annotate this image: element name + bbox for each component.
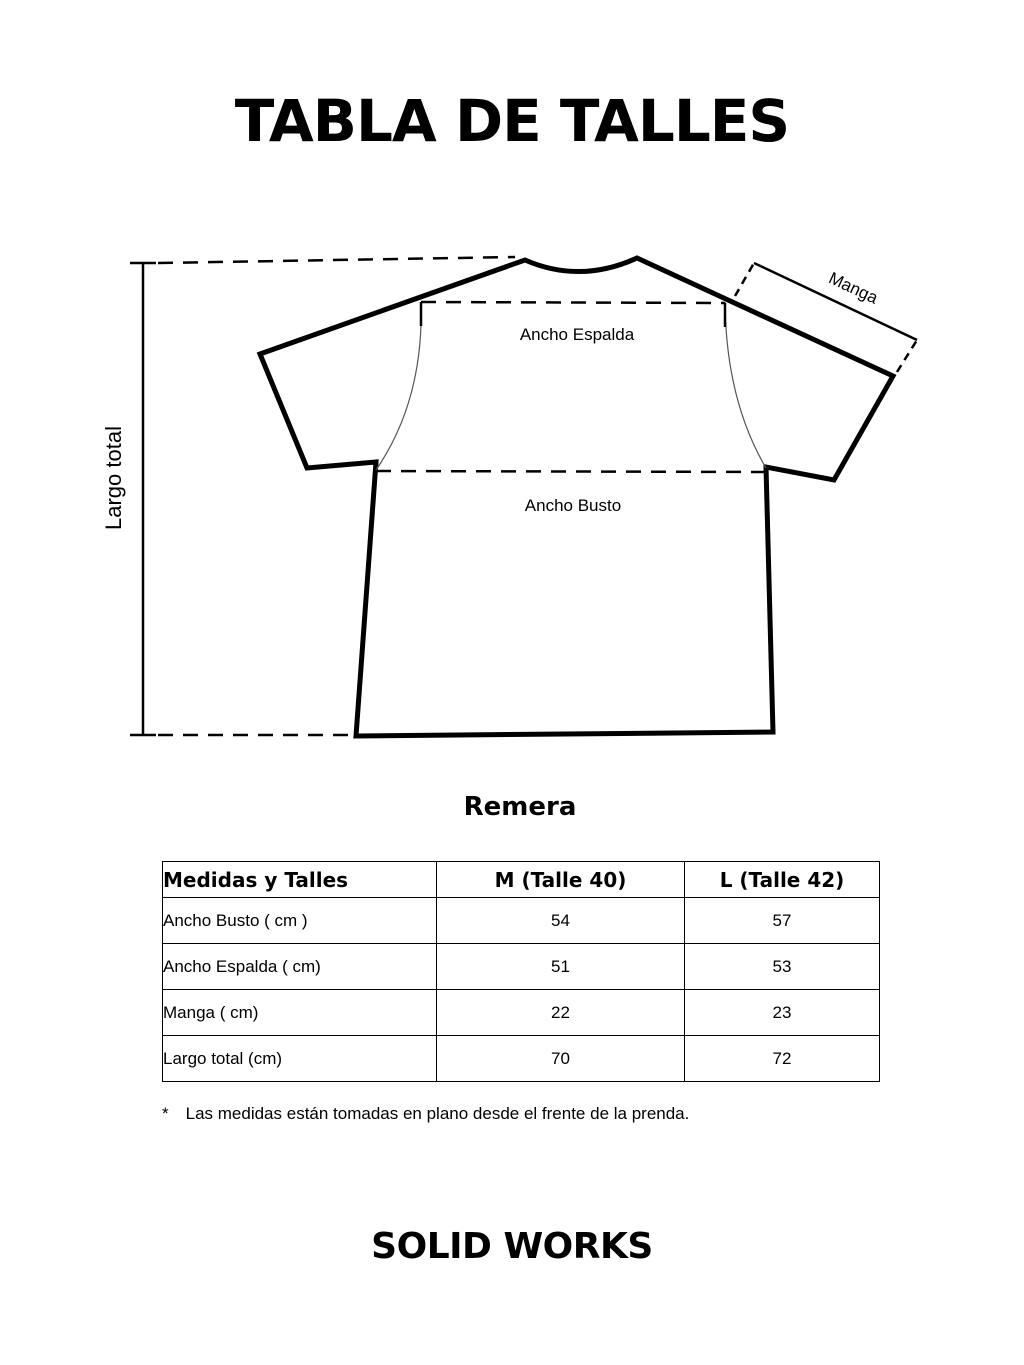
- size-m-value: 51: [437, 944, 685, 990]
- row-label: Ancho Espalda ( cm): [163, 944, 437, 990]
- ancho-espalda-line: [421, 302, 725, 303]
- ancho-espalda-label: Ancho Espalda: [519, 325, 635, 344]
- left-armhole-curve: [376, 302, 421, 470]
- size-l-value: 53: [685, 944, 880, 990]
- table-row: [163, 898, 880, 944]
- column-header-size-l: L (Talle 42): [685, 862, 880, 898]
- size-l-value: 23: [685, 990, 880, 1036]
- largo-total-top-dashed: [158, 257, 515, 263]
- size-m-value: 54: [437, 898, 685, 944]
- right-armhole-curve: [725, 302, 766, 468]
- brand-logo: SOLID WORKS: [371, 1226, 653, 1267]
- page-title: TABLA DE TALLES: [234, 87, 790, 155]
- largo-total-label: Largo total: [101, 426, 126, 530]
- size-l-value: 72: [685, 1036, 880, 1082]
- ancho-busto-label: Ancho Busto: [524, 496, 622, 515]
- row-label: Largo total (cm): [163, 1036, 437, 1082]
- size-m-value: 22: [437, 990, 685, 1036]
- table-header-row: [163, 862, 880, 898]
- size-table: [162, 861, 880, 1082]
- row-label: Ancho Busto ( cm ): [163, 898, 437, 944]
- footnote: [162, 1104, 689, 1124]
- product-name: Remera: [463, 792, 577, 822]
- column-header-size-m: M (Talle 40): [437, 862, 685, 898]
- table-row: [163, 944, 880, 990]
- table-row: [163, 1036, 880, 1082]
- column-header-measures: Medidas y Talles: [163, 862, 437, 898]
- footnote-marker: *: [162, 1104, 169, 1123]
- row-label: Manga ( cm): [163, 990, 437, 1036]
- size-m-value: 70: [437, 1036, 685, 1082]
- manga-start-dashed: [735, 263, 754, 296]
- footnote-text: Las medidas están tomadas en plano desde el frente de la prenda.: [185, 1104, 690, 1123]
- size-l-value: 57: [685, 898, 880, 944]
- manga-end-dashed: [897, 340, 917, 372]
- ancho-busto-line: [376, 471, 766, 472]
- manga-label: Manga: [825, 268, 881, 308]
- table-row: [163, 990, 880, 1036]
